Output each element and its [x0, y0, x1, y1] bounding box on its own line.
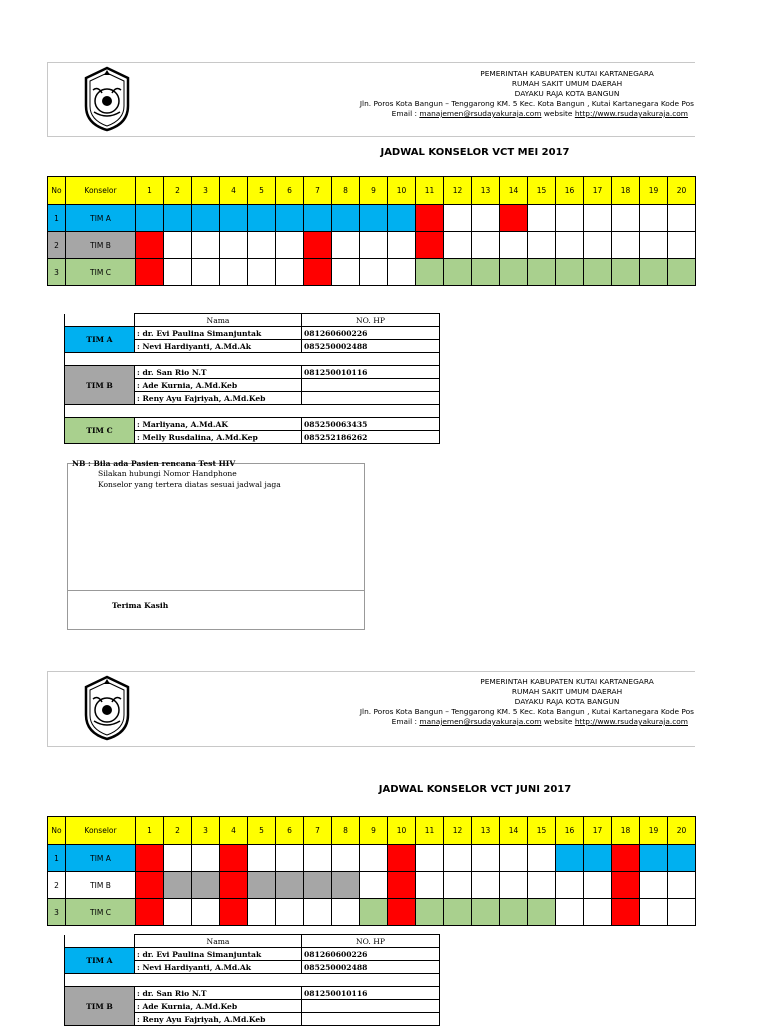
schedule-grid-may	[47, 176, 696, 286]
grid-day-cell	[164, 845, 192, 872]
grid-day-cell	[360, 205, 388, 232]
grid-header-day: 8	[332, 177, 360, 205]
contact-phone: 081260600226	[302, 327, 440, 340]
grid-day-cell	[276, 872, 304, 899]
grid-day-cell	[248, 259, 276, 286]
grid-header-row	[48, 817, 696, 845]
contact-person: : dr. Evi Paulina Simanjuntak	[135, 948, 302, 961]
grid-day-cell	[388, 872, 416, 899]
grid-header-day: 6	[276, 177, 304, 205]
grid-day-cell	[136, 232, 164, 259]
grid-header-day: 15	[528, 817, 556, 845]
grid-team-label: TIM C	[66, 899, 136, 926]
grid-day-cell	[500, 872, 528, 899]
kutai-kartanegara-emblem-icon	[80, 66, 134, 132]
grid-day-cell	[192, 872, 220, 899]
grid-header-day: 16	[556, 817, 584, 845]
letterhead-address: Jln. Poros Kota Bangun – Tenggarong KM. 5 Kec. Kota Bangun , Kutai Kartanegara Kode Pos	[359, 99, 694, 108]
grid-day-cell	[668, 899, 696, 926]
website-label: website	[543, 717, 573, 726]
grid-day-cell	[528, 899, 556, 926]
grid-team-label: TIM A	[66, 205, 136, 232]
grid-day-cell	[416, 232, 444, 259]
grid-day-cell	[136, 872, 164, 899]
grid-day-cell	[416, 899, 444, 926]
header-bottom-rule	[47, 746, 695, 747]
grid-header-konselor: Konselor	[66, 177, 136, 205]
grid-day-cell	[444, 205, 472, 232]
grid-day-cell	[276, 899, 304, 926]
grid-day-cell	[472, 899, 500, 926]
grid-header-day: 16	[556, 177, 584, 205]
grid-day-cell	[136, 899, 164, 926]
grid-day-cell	[332, 205, 360, 232]
grid-header-day: 9	[360, 817, 388, 845]
note-sign: Terima Kasih	[112, 601, 169, 610]
grid-day-cell	[220, 872, 248, 899]
grid-day-cell	[556, 259, 584, 286]
contact-phone: 081260600226	[302, 948, 440, 961]
contact-header-name: Nama	[135, 314, 302, 327]
grid-day-cell	[416, 259, 444, 286]
letterhead-line-3: DAYAKU RAJA KOTA BANGUN	[514, 89, 620, 98]
contact-spacer	[65, 353, 440, 366]
grid-day-cell	[388, 845, 416, 872]
grid-day-cell	[556, 845, 584, 872]
grid-header-day: 15	[528, 177, 556, 205]
contact-spacer	[65, 974, 440, 987]
grid-day-cell	[528, 872, 556, 899]
grid-day-cell	[584, 232, 612, 259]
contact-header-phone: NO. HP	[302, 314, 440, 327]
contact-team-c: TIM C	[65, 418, 135, 444]
grid-header-day: 20	[668, 817, 696, 845]
email-label: Email :	[391, 717, 418, 726]
contact-team-b: TIM B	[65, 366, 135, 405]
grid-day-cell	[472, 205, 500, 232]
grid-day-cell	[276, 205, 304, 232]
header-left-rule	[47, 671, 48, 747]
letterhead-address: Jln. Poros Kota Bangun – Tenggarong KM. 5 Kec. Kota Bangun , Kutai Kartanegara Kode Pos	[359, 707, 694, 716]
grid-day-cell	[388, 205, 416, 232]
grid-header-day: 13	[472, 817, 500, 845]
grid-day-cell	[332, 259, 360, 286]
contact-spacer	[65, 405, 440, 418]
grid-header-row	[48, 177, 696, 205]
letterhead	[300, 69, 694, 119]
grid-day-cell	[220, 205, 248, 232]
email-link[interactable]: manajemen@rsudayakuraja.com	[419, 109, 542, 118]
letterhead	[300, 677, 694, 727]
grid-header-day: 19	[640, 817, 668, 845]
grid-day-cell	[248, 899, 276, 926]
contact-phone	[302, 1000, 440, 1013]
grid-day-cell	[528, 259, 556, 286]
email-link[interactable]: manajemen@rsudayakuraja.com	[419, 717, 542, 726]
grid-day-cell	[164, 232, 192, 259]
contact-person: : dr. San Rio N.T	[135, 366, 302, 379]
contact-table	[64, 313, 440, 444]
grid-header-day: 17	[584, 817, 612, 845]
contact-phone: 085250002488	[302, 340, 440, 353]
contact-person: : Ade Kurnia, A.Md.Keb	[135, 1000, 302, 1013]
header-top-rule	[47, 671, 695, 672]
grid-day-cell	[668, 259, 696, 286]
header-bottom-rule	[47, 136, 695, 137]
grid-day-cell	[416, 872, 444, 899]
grid-header-day: 3	[192, 817, 220, 845]
letterhead-line-1: PEMERINTAH KABUPATEN KUTAI KARTANEGARA	[480, 677, 654, 686]
note-separator	[68, 590, 364, 591]
grid-day-cell	[360, 845, 388, 872]
grid-header-day: 11	[416, 817, 444, 845]
note-nb: NB : Bila ada Pasien rencana Test HIV	[72, 459, 236, 468]
grid-day-cell	[248, 205, 276, 232]
header-top-rule	[47, 62, 695, 63]
grid-day-cell	[136, 205, 164, 232]
grid-day-cell	[640, 205, 668, 232]
grid-row-number: 2	[48, 232, 66, 259]
grid-header-day: 8	[332, 817, 360, 845]
contact-team-a: TIM A	[65, 948, 135, 974]
grid-header-day: 7	[304, 817, 332, 845]
grid-day-cell	[164, 259, 192, 286]
grid-day-cell	[668, 205, 696, 232]
letterhead-line-1: PEMERINTAH KABUPATEN KUTAI KARTANEGARA	[480, 69, 654, 78]
grid-day-cell	[416, 205, 444, 232]
grid-header-no: No	[48, 177, 66, 205]
grid-day-cell	[584, 259, 612, 286]
letterhead-contact	[300, 717, 694, 727]
grid-day-cell	[136, 259, 164, 286]
grid-day-cell	[444, 259, 472, 286]
grid-day-cell	[192, 899, 220, 926]
grid-row-number: 3	[48, 259, 66, 286]
grid-day-cell	[388, 259, 416, 286]
note-box	[67, 459, 365, 630]
contact-header-name: Nama	[135, 935, 302, 948]
note-line-2: Silakan hubungi Nomor Handphone	[98, 469, 237, 478]
grid-day-cell	[640, 232, 668, 259]
grid-day-cell	[668, 232, 696, 259]
grid-header-day: 12	[444, 177, 472, 205]
grid-row	[48, 232, 696, 259]
grid-day-cell	[472, 872, 500, 899]
contact-phone: 085250002488	[302, 961, 440, 974]
grid-day-cell	[136, 845, 164, 872]
schedule-grid-june	[47, 816, 696, 926]
grid-day-cell	[528, 232, 556, 259]
grid-header-day: 14	[500, 177, 528, 205]
contact-header-phone: NO. HP	[302, 935, 440, 948]
grid-day-cell	[220, 232, 248, 259]
grid-day-cell	[472, 845, 500, 872]
website-link[interactable]: http://www.rsudayakuraja.com	[574, 717, 688, 726]
contact-person: : Marliyana, A.Md.AK	[135, 418, 302, 431]
grid-day-cell	[528, 845, 556, 872]
contact-person: : Reny Ayu Fajriyah, A.Md.Keb	[135, 1013, 302, 1026]
contact-table	[64, 934, 440, 1026]
grid-team-label: TIM B	[66, 232, 136, 259]
grid-day-cell	[360, 259, 388, 286]
grid-day-cell	[332, 232, 360, 259]
grid-header-day: 10	[388, 177, 416, 205]
contact-phone: 085252186262	[302, 431, 440, 444]
grid-day-cell	[528, 205, 556, 232]
grid-day-cell	[444, 845, 472, 872]
grid-row	[48, 872, 696, 899]
grid-day-cell	[612, 899, 640, 926]
grid-day-cell	[444, 232, 472, 259]
grid-day-cell	[304, 899, 332, 926]
contact-team-b: TIM B	[65, 987, 135, 1026]
grid-row	[48, 845, 696, 872]
grid-header-day: 7	[304, 177, 332, 205]
grid-day-cell	[388, 232, 416, 259]
grid-header-day: 5	[248, 177, 276, 205]
grid-day-cell	[500, 845, 528, 872]
grid-header-day: 5	[248, 817, 276, 845]
grid-day-cell	[304, 232, 332, 259]
contact-phone: 081250010116	[302, 366, 440, 379]
grid-day-cell	[304, 845, 332, 872]
grid-day-cell	[220, 845, 248, 872]
contact-person: : dr. Evi Paulina Simanjuntak	[135, 327, 302, 340]
grid-row-number: 3	[48, 899, 66, 926]
grid-header-no: No	[48, 817, 66, 845]
grid-day-cell	[360, 232, 388, 259]
grid-row-number: 1	[48, 845, 66, 872]
grid-day-cell	[416, 845, 444, 872]
kutai-kartanegara-emblem-icon	[80, 675, 134, 741]
grid-team-label: TIM A	[66, 845, 136, 872]
grid-day-cell	[360, 899, 388, 926]
schedule-title: JADWAL KONSELOR VCT MEI 2017	[380, 147, 570, 158]
grid-row-number: 1	[48, 205, 66, 232]
grid-header-day: 3	[192, 177, 220, 205]
contact-phone: 081250010116	[302, 987, 440, 1000]
grid-day-cell	[472, 259, 500, 286]
grid-day-cell	[668, 872, 696, 899]
grid-day-cell	[304, 205, 332, 232]
grid-day-cell	[556, 205, 584, 232]
contact-phone	[302, 392, 440, 405]
grid-day-cell	[332, 899, 360, 926]
website-link[interactable]: http://www.rsudayakuraja.com	[574, 109, 688, 118]
contact-phone	[302, 379, 440, 392]
contact-person: : Nevi Hardiyanti, A.Md.Ak	[135, 340, 302, 353]
grid-day-cell	[612, 259, 640, 286]
grid-day-cell	[612, 845, 640, 872]
grid-day-cell	[500, 232, 528, 259]
grid-day-cell	[640, 899, 668, 926]
letterhead-contact	[300, 109, 694, 119]
grid-day-cell	[164, 205, 192, 232]
grid-day-cell	[612, 205, 640, 232]
grid-day-cell	[276, 232, 304, 259]
grid-row	[48, 899, 696, 926]
website-label: website	[543, 109, 573, 118]
grid-day-cell	[192, 845, 220, 872]
grid-day-cell	[584, 205, 612, 232]
grid-header-day: 4	[220, 177, 248, 205]
grid-day-cell	[640, 872, 668, 899]
grid-day-cell	[556, 899, 584, 926]
grid-row	[48, 205, 696, 232]
grid-day-cell	[640, 845, 668, 872]
grid-day-cell	[332, 845, 360, 872]
contact-person: : Ade Kurnia, A.Md.Keb	[135, 379, 302, 392]
grid-header-day: 11	[416, 177, 444, 205]
letterhead-line-3: DAYAKU RAJA KOTA BANGUN	[514, 697, 620, 706]
grid-day-cell	[584, 872, 612, 899]
grid-day-cell	[248, 845, 276, 872]
grid-day-cell	[192, 232, 220, 259]
grid-day-cell	[164, 872, 192, 899]
note-line-3: Konselor yang tertera diatas sesuai jadwal jaga	[98, 480, 281, 489]
grid-day-cell	[192, 205, 220, 232]
grid-header-day: 13	[472, 177, 500, 205]
grid-header-day: 18	[612, 177, 640, 205]
grid-header-day: 4	[220, 817, 248, 845]
grid-day-cell	[668, 845, 696, 872]
grid-day-cell	[248, 232, 276, 259]
grid-day-cell	[220, 899, 248, 926]
grid-day-cell	[304, 872, 332, 899]
contact-person: : Reny Ayu Fajriyah, A.Md.Keb	[135, 392, 302, 405]
grid-day-cell	[584, 845, 612, 872]
grid-day-cell	[612, 872, 640, 899]
contact-team-a: TIM A	[65, 327, 135, 353]
contact-phone: 085250063435	[302, 418, 440, 431]
grid-day-cell	[388, 899, 416, 926]
grid-header-day: 12	[444, 817, 472, 845]
grid-header-day: 2	[164, 177, 192, 205]
grid-day-cell	[444, 899, 472, 926]
grid-day-cell	[556, 232, 584, 259]
grid-team-label: TIM B	[66, 872, 136, 899]
grid-day-cell	[360, 872, 388, 899]
contact-person: : Melly Rusdalina, A.Md.Kep	[135, 431, 302, 444]
grid-day-cell	[304, 259, 332, 286]
grid-row-number: 2	[48, 872, 66, 899]
grid-day-cell	[640, 259, 668, 286]
grid-day-cell	[276, 259, 304, 286]
grid-header-day: 10	[388, 817, 416, 845]
header-left-rule	[47, 62, 48, 137]
grid-header-day: 2	[164, 817, 192, 845]
letterhead-line-2: RUMAH SAKIT UMUM DAERAH	[511, 687, 623, 696]
grid-day-cell	[612, 232, 640, 259]
grid-day-cell	[220, 259, 248, 286]
grid-header-day: 14	[500, 817, 528, 845]
grid-row	[48, 259, 696, 286]
grid-day-cell	[164, 899, 192, 926]
grid-day-cell	[556, 872, 584, 899]
grid-team-label: TIM C	[66, 259, 136, 286]
schedule-title: JADWAL KONSELOR VCT JUNI 2017	[378, 784, 572, 795]
contact-person: : dr. San Rio N.T	[135, 987, 302, 1000]
grid-day-cell	[192, 259, 220, 286]
grid-day-cell	[500, 259, 528, 286]
grid-day-cell	[472, 232, 500, 259]
grid-header-konselor: Konselor	[66, 817, 136, 845]
grid-header-day: 6	[276, 817, 304, 845]
grid-header-day: 20	[668, 177, 696, 205]
grid-day-cell	[500, 899, 528, 926]
grid-day-cell	[500, 205, 528, 232]
grid-header-day: 1	[136, 177, 164, 205]
grid-header-day: 1	[136, 817, 164, 845]
contact-person: : Nevi Hardiyanti, A.Md.Ak	[135, 961, 302, 974]
grid-day-cell	[584, 899, 612, 926]
email-label: Email :	[391, 109, 418, 118]
grid-header-day: 9	[360, 177, 388, 205]
grid-header-day: 18	[612, 817, 640, 845]
grid-day-cell	[444, 872, 472, 899]
grid-day-cell	[332, 872, 360, 899]
grid-header-day: 17	[584, 177, 612, 205]
letterhead-line-2: RUMAH SAKIT UMUM DAERAH	[511, 79, 623, 88]
grid-day-cell	[276, 845, 304, 872]
grid-header-day: 19	[640, 177, 668, 205]
grid-day-cell	[248, 872, 276, 899]
